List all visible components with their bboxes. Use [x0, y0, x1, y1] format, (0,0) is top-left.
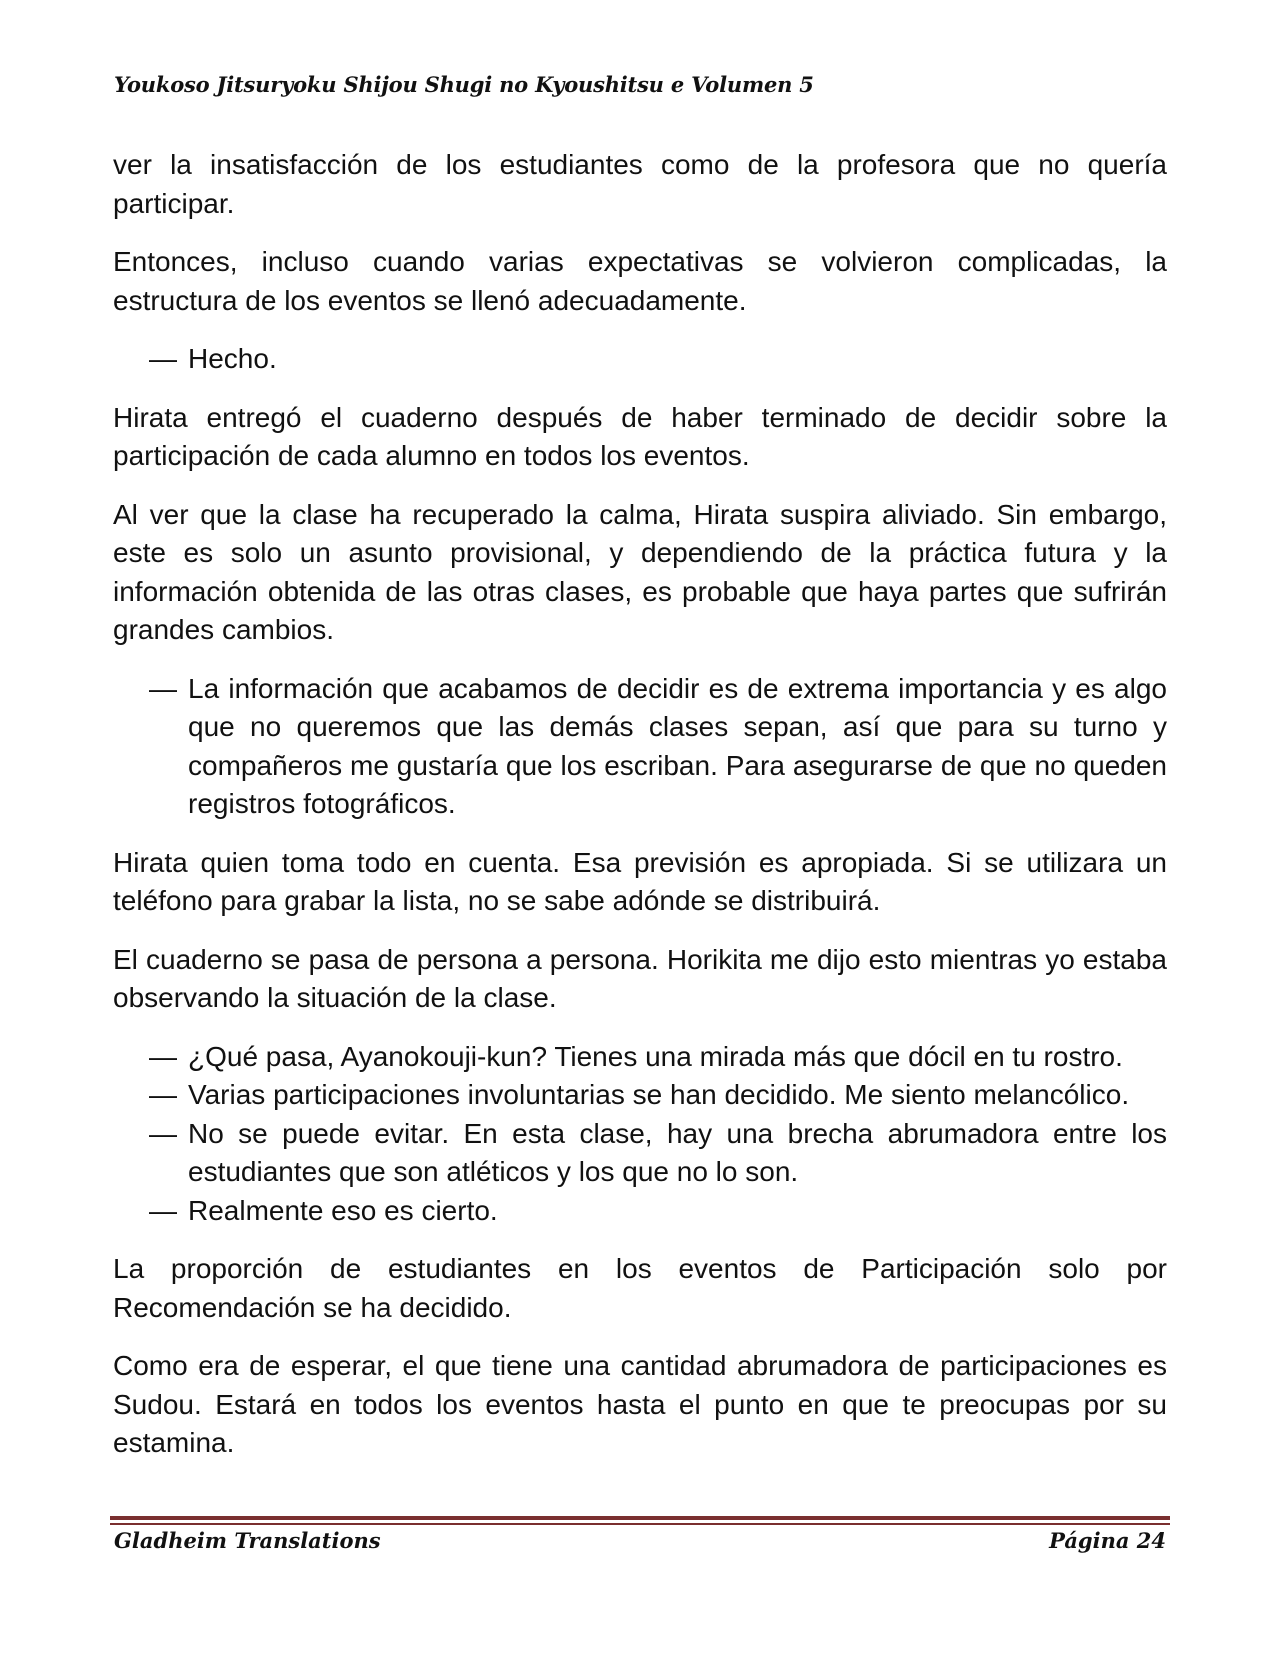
page-header: Youkoso Jitsuryoku Shijou Shugi no Kyoushitsu e Volumen 5: [114, 72, 814, 97]
footer-rule-thick: [110, 1516, 1170, 1520]
dialogue-dash: —: [149, 672, 177, 704]
paragraph-8: Como era de esperar, el que tiene una cantidad abrumadora de participaciones es Sudou. Estará en todos los eventos hasta el punto en que te preocupas por su estamina.: [113, 1350, 1167, 1458]
page-content: [113, 146, 1167, 1483]
dialogue-block-1: [113, 340, 1167, 379]
footer-rule-thin: [110, 1523, 1170, 1525]
dialogue-dash: —: [149, 1194, 177, 1226]
dialogue-block-2: [113, 670, 1167, 824]
paragraph-7: La proporción de estudiantes en los eventos de Participación solo por Recomendación se ha decidido.: [113, 1253, 1167, 1323]
footer-credit: Gladheim Translations: [114, 1528, 381, 1553]
dialogue-line: [113, 670, 1167, 824]
paragraph-4: Al ver que la clase ha recuperado la calma, Hirata suspira aliviado. Sin embargo, este es solo un asunto provisional, y dependiendo de la práctica futura y la información obtenida de las otras clases, es probable que haya partes que sufrirán grandes cambios.: [113, 498, 1167, 645]
paragraph-2: Entonces, incluso cuando varias expectativas se volvieron complicadas, la estructura de los eventos se llenó adecuadamente.: [113, 246, 1167, 316]
dialogue-text: Varias participaciones involuntarias se han decidido. Me siento melancólico.: [188, 1079, 1130, 1110]
dialogue-dash: —: [149, 1040, 177, 1072]
dialogue-dash: —: [149, 1079, 177, 1110]
dialogue-line: [113, 1076, 1167, 1115]
dialogue-line: [113, 340, 1167, 379]
paragraph-1: ver la insatisfacción de los estudiantes como de la profesora que no quería participar.: [113, 149, 1167, 219]
paragraph-3: Hirata entregó el cuaderno después de haber terminado de decidir sobre la participación de cada alumno en todos los eventos.: [113, 401, 1167, 471]
dialogue-text: Realmente eso es cierto.: [188, 1194, 498, 1226]
page-number: Página 24: [1049, 1528, 1166, 1553]
dialogue-line: [113, 1192, 1167, 1231]
paragraph-5: Hirata quien toma todo en cuenta. Esa previsión es apropiada. Si se utilizara un teléfono para grabar la lista, no se sabe adónde se distribuirá.: [113, 846, 1167, 916]
dialogue-block-3: [113, 1038, 1167, 1231]
dialogue-line: [113, 1115, 1167, 1192]
dialogue-line: [113, 1038, 1167, 1077]
dialogue-text: Hecho.: [188, 343, 277, 374]
dialogue-text: ¿Qué pasa, Ayanokouji-kun? Tienes una mirada más que dócil en tu rostro.: [188, 1040, 1123, 1072]
dialogue-text: La información que acabamos de decidir es de extrema importancia y es algo que no queremos que las demás clases sepan, así que para su turno y compañeros me gustaría que los escriban. Para asegurarse de que no queden registros fotográficos.: [188, 672, 1167, 819]
dialogue-text: No se puede evitar. En esta clase, hay una brecha abrumadora entre los estudiantes que son atléticos y los que no lo son.: [188, 1117, 1167, 1187]
paragraph-6: El cuaderno se pasa de persona a persona. Horikita me dijo esto mientras yo estaba observando la situación de la clase.: [113, 943, 1167, 1013]
dialogue-dash: —: [149, 343, 177, 374]
dialogue-dash: —: [149, 1117, 177, 1149]
